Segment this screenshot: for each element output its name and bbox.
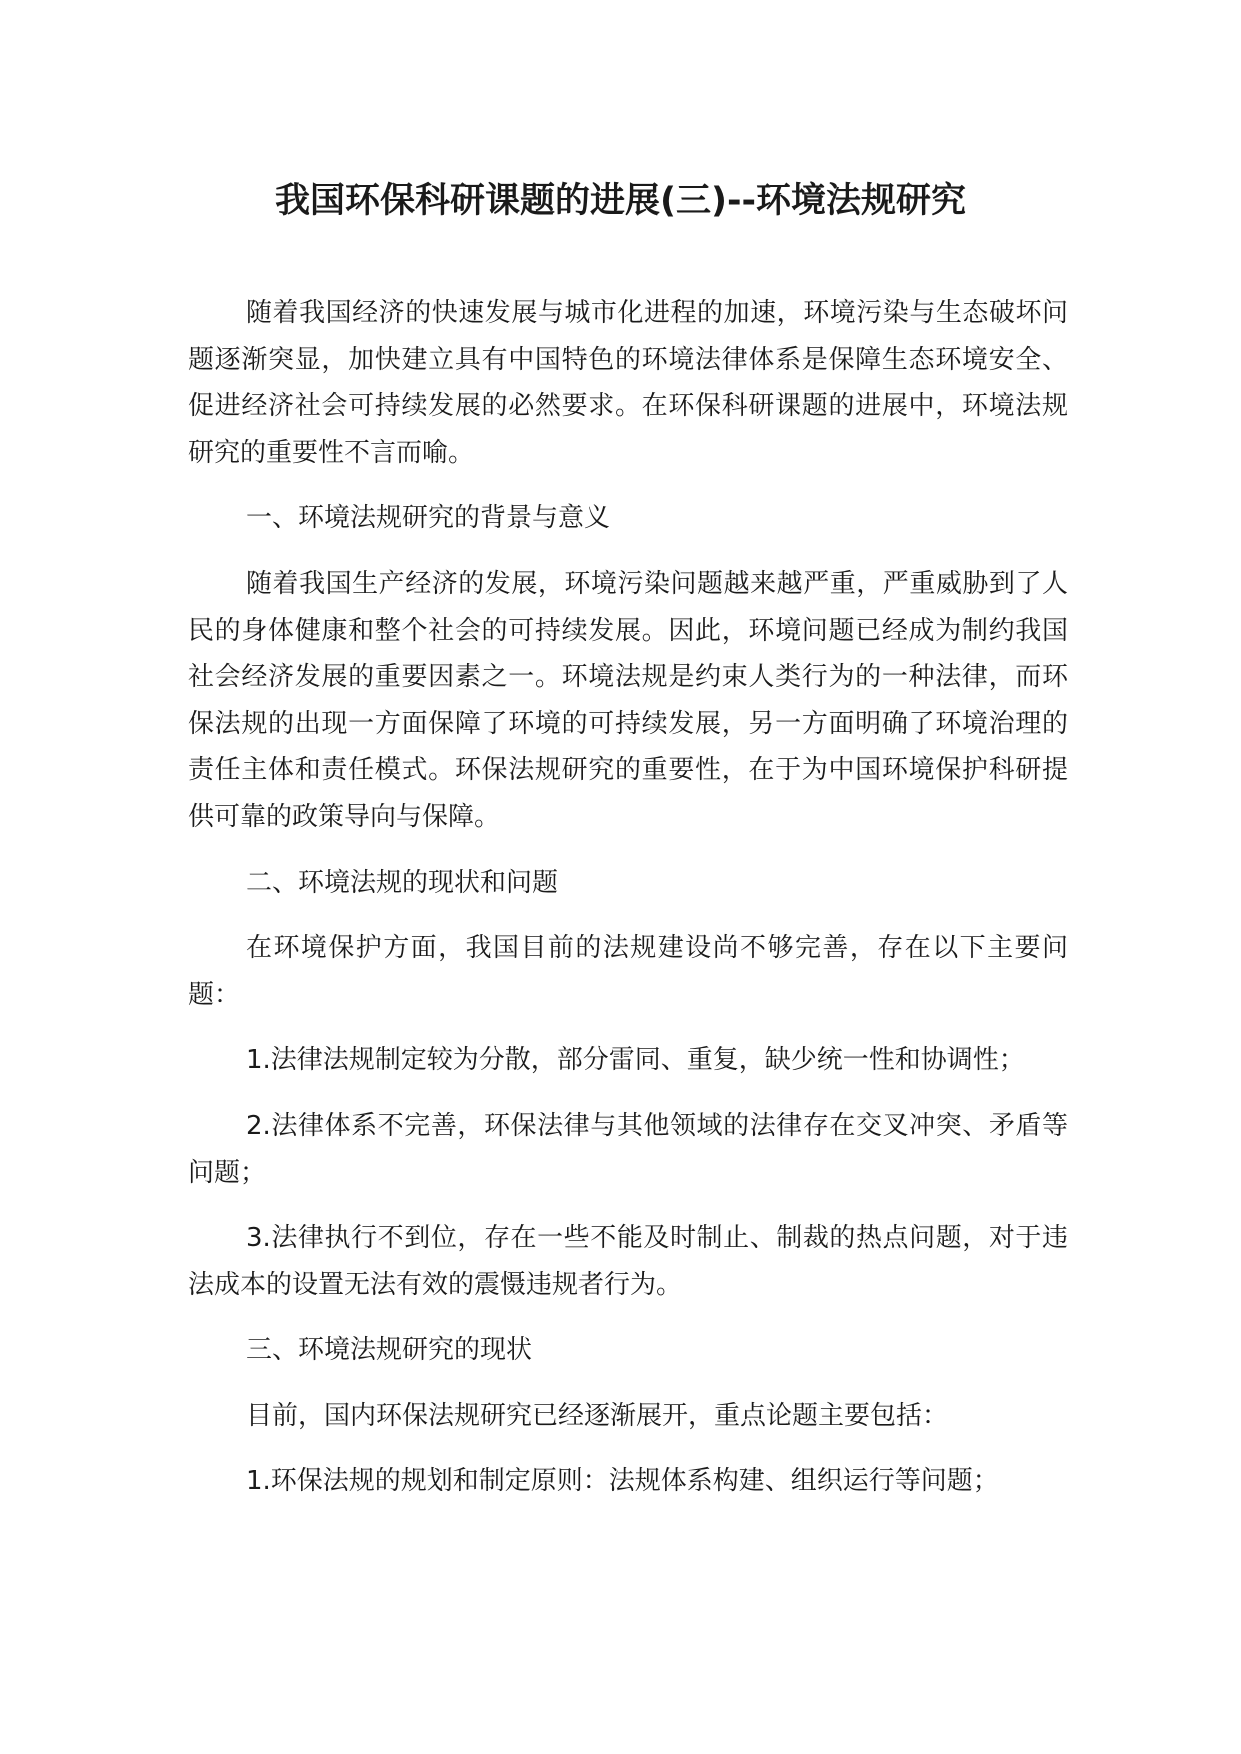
document-body [188,290,1068,1524]
document-title: 我国环保科研课题的进展(三)--环境法规研究 [274,181,967,221]
list-item-problem-1: 1.法律法规制定较为分散，部分雷同、重复，缺少统一性和协调性； [246,1045,1025,1076]
paragraph-background: 随着我国生产经济的发展，环境污染问题越来越严重，严重威胁到了人民的身体健康和整个社会的可持续发展。因此，环境问题已经成为制约我国社会经济发展的重要因素之一。环境法规是约束人类行为的一种法律，而环保法规的出现一方面保障了环境的可持续发展，另一方面明确了环境治理的责任主体和责任模式。环保法规研究的重要性，在于为中国环境保护科研提供可靠的政策导向与保障。 [188,568,1068,832]
section-heading-1: 一、环境法规研究的背景与意义 [246,503,611,534]
paragraph-intro: 随着我国经济的快速发展与城市化进程的加速，环境污染与生态破坏问题逐渐突显，加快建立具有中国特色的环境法律体系是保障生态环境安全、促进经济社会可持续发展的必然要求。在环保科研课题的进展中，环境法规研究的重要性不言而喻。 [188,298,1068,468]
list-item-problem-3: 3.法律执行不到位，存在一些不能及时制止、制裁的热点问题，对于违法成本的设置无法有效的震慑违规者行为。 [188,1223,1068,1300]
list-item-research-1: 1.环保法规的规划和制定原则：法规体系构建、组织运行等问题； [246,1466,999,1497]
paragraph-problems-intro: 在环境保护方面，我国目前的法规建设尚不够完善，存在以下主要问题： [188,933,1068,1010]
section-heading-3: 三、环境法规研究的现状 [246,1335,533,1366]
list-item-problem-2: 2.法律体系不完善，环保法律与其他领域的法律存在交叉冲突、矛盾等问题； [188,1110,1068,1188]
section-heading-2: 二、环境法规的现状和问题 [246,867,559,898]
paragraph-research-intro: 目前，国内环保法规研究已经逐渐展开，重点论题主要包括： [246,1400,949,1431]
